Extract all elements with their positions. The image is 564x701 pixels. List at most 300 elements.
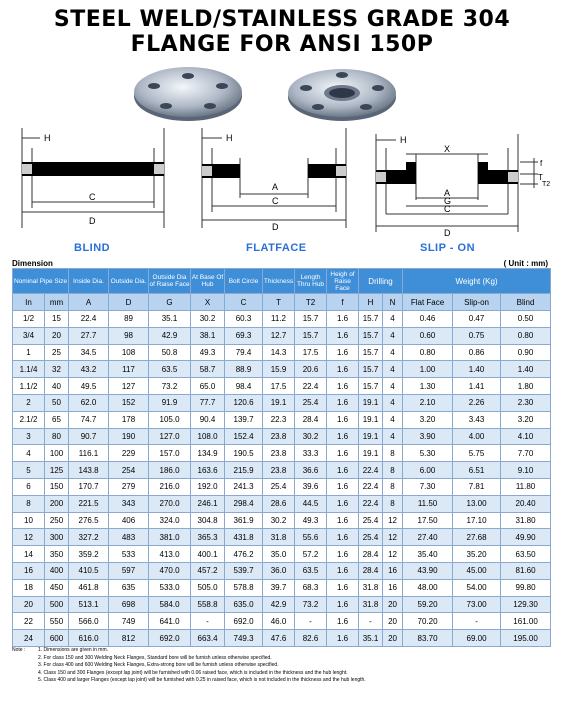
table-cell: 1.40 <box>453 361 501 378</box>
table-cell: 1.6 <box>327 327 359 344</box>
table-cell: 1.6 <box>327 596 359 613</box>
dim-c: C <box>272 196 279 206</box>
table-cell: 89 <box>109 311 149 328</box>
table-cell: 2.30 <box>501 394 551 411</box>
table-cell: 170.7 <box>69 478 109 495</box>
note-item <box>12 677 557 685</box>
table-cell: 10 <box>13 512 45 529</box>
table-cell: 19.1 <box>359 411 383 428</box>
table-cell: 20 <box>383 613 403 630</box>
table-cell: 98.4 <box>225 378 263 395</box>
table-cell: 8 <box>383 445 403 462</box>
table-row <box>13 428 551 445</box>
table-cell: 0.90 <box>501 344 551 361</box>
table-row <box>13 327 551 344</box>
table-cell: 505.0 <box>191 579 225 596</box>
notes <box>12 647 557 685</box>
table-cell: 1.6 <box>327 394 359 411</box>
header-thickness: Thickness <box>263 269 295 294</box>
table-cell: 4 <box>383 327 403 344</box>
table-cell: 457.2 <box>191 562 225 579</box>
table-row <box>13 478 551 495</box>
subheader-cell: C <box>225 294 263 311</box>
table-cell: 0.75 <box>453 327 501 344</box>
table-cell: 476.2 <box>225 546 263 563</box>
table-row <box>13 562 551 579</box>
note-text: 3. For class 400 and 600 Welding Neck Flanges, Extra-strong bore will be furnish unless otherwise specified. <box>38 662 279 669</box>
table-cell: 229 <box>109 445 149 462</box>
table-row <box>13 311 551 328</box>
table-cell: 49.3 <box>191 344 225 361</box>
dimension-table <box>12 268 551 647</box>
table-row <box>13 378 551 395</box>
table-cell: 0.80 <box>501 327 551 344</box>
table-cell: 0.86 <box>453 344 501 361</box>
table-cell: 3.43 <box>453 411 501 428</box>
table-cell: 14.3 <box>263 344 295 361</box>
table-cell: 27.40 <box>403 529 453 546</box>
table-cell: 22.4 <box>359 478 383 495</box>
slipon-label: SLIP - ON <box>420 242 476 254</box>
table-cell: 361.9 <box>225 512 263 529</box>
table-cell: 73.00 <box>453 596 501 613</box>
table-cell: 35.0 <box>263 546 295 563</box>
table-cell: 58.7 <box>191 361 225 378</box>
blind-flange-photo <box>132 64 244 122</box>
header-bolt-circle: Bolt Circle <box>225 269 263 294</box>
table-cell: 698 <box>109 596 149 613</box>
table-cell: 539.7 <box>225 562 263 579</box>
table-cell: 15.7 <box>295 327 327 344</box>
table-cell: 584.0 <box>149 596 191 613</box>
table-row <box>13 462 551 479</box>
table-cell: 15.9 <box>263 361 295 378</box>
note-text: 1. Dimensions are given in mm. <box>38 647 109 653</box>
table-caption: Dimension <box>12 259 53 268</box>
table-cell: 69.00 <box>453 630 501 647</box>
table-cell: 216.0 <box>149 478 191 495</box>
table-cell: 9.10 <box>501 462 551 479</box>
table-cell: 59.20 <box>403 596 453 613</box>
table-cell: 60.3 <box>225 311 263 328</box>
table-cell: 192.0 <box>191 478 225 495</box>
table-cell: 27.7 <box>69 327 109 344</box>
table-cell: 1.6 <box>327 630 359 647</box>
table-row <box>13 546 551 563</box>
table-cell: 73.2 <box>149 378 191 395</box>
slipon-flange-drawing <box>370 128 556 240</box>
dim-x: X <box>444 144 451 154</box>
table-cell: 413.0 <box>149 546 191 563</box>
table-cell: 34.5 <box>69 344 109 361</box>
table-cell: 39.7 <box>263 579 295 596</box>
table-cell: 23.8 <box>263 462 295 479</box>
table-cell: 42.9 <box>149 327 191 344</box>
dim-g: G <box>444 196 452 206</box>
dim-h: H <box>400 135 407 145</box>
note-text: 2. For class 150 and 300 Welding Neck Flanges, Standard bore will be furnish unless otherwise specified. <box>38 654 272 661</box>
table-cell: 38.1 <box>191 327 225 344</box>
table-cell: 15.7 <box>295 311 327 328</box>
dim-a: A <box>272 182 279 192</box>
table-cell: 17.5 <box>295 344 327 361</box>
table-cell: 4.10 <box>501 428 551 445</box>
table-cell: 45.00 <box>453 562 501 579</box>
table-cell: 4 <box>13 445 45 462</box>
table-cell: 4 <box>383 428 403 445</box>
table-cell: 1.6 <box>327 478 359 495</box>
unit-label: ( Unit : mm) <box>503 259 548 268</box>
note-item <box>12 647 557 655</box>
subheader-cell: D <box>109 294 149 311</box>
table-cell: 22.4 <box>359 462 383 479</box>
table-cell: 161.00 <box>501 613 551 630</box>
table-cell: 4 <box>383 378 403 395</box>
subheader-cell: mm <box>45 294 69 311</box>
table-cell: 22.3 <box>263 411 295 428</box>
table-cell: 12.7 <box>263 327 295 344</box>
table-cell: 1.30 <box>403 378 453 395</box>
table-row <box>13 579 551 596</box>
table-cell: 44.5 <box>295 495 327 512</box>
table-cell: 1.6 <box>327 378 359 395</box>
table-cell: 63.5 <box>149 361 191 378</box>
table-cell: 65 <box>45 411 69 428</box>
table-cell: 22.4 <box>295 378 327 395</box>
table-cell: 327.2 <box>69 529 109 546</box>
table-cell: 127.0 <box>149 428 191 445</box>
table-cell: 4 <box>383 394 403 411</box>
dim-t2: T2 <box>542 181 551 188</box>
table-cell: 19.1 <box>263 394 295 411</box>
note-item <box>12 662 557 670</box>
header-length-thru-hub: Length Thru Hub <box>295 269 327 294</box>
table-cell: 359.2 <box>69 546 109 563</box>
table-cell: 8 <box>13 495 45 512</box>
table-cell: 68.3 <box>295 579 327 596</box>
table-cell: 83.70 <box>403 630 453 647</box>
table-cell: 35.40 <box>403 546 453 563</box>
subheader-cell: Flat Face <box>403 294 453 311</box>
table-cell: 1.80 <box>501 378 551 395</box>
table-cell: 250 <box>45 512 69 529</box>
table-cell: 8 <box>383 495 403 512</box>
table-row <box>13 596 551 613</box>
note-item <box>12 670 557 678</box>
table-cell: 15.7 <box>359 361 383 378</box>
table-cell: 31.80 <box>501 512 551 529</box>
table-cell: 1 <box>13 344 45 361</box>
table-cell: 4 <box>383 411 403 428</box>
table-cell: 22.4 <box>359 495 383 512</box>
table-cell: 25.4 <box>263 478 295 495</box>
table-cell: 1.6 <box>327 512 359 529</box>
table-cell: 74.7 <box>69 411 109 428</box>
table-cell: 98 <box>109 327 149 344</box>
table-cell: 11.2 <box>263 311 295 328</box>
table-cell: 1.6 <box>327 462 359 479</box>
table-cell: 410.5 <box>69 562 109 579</box>
table-cell: 0.50 <box>501 311 551 328</box>
table-cell: 578.8 <box>225 579 263 596</box>
table-cell: 6 <box>13 478 45 495</box>
table-cell: 25 <box>45 344 69 361</box>
table-cell: 150 <box>45 478 69 495</box>
table-cell: 533 <box>109 546 149 563</box>
table-cell: 99.80 <box>501 579 551 596</box>
table-cell: 30.2 <box>263 512 295 529</box>
table-cell: 82.6 <box>295 630 327 647</box>
table-cell: 30.2 <box>295 428 327 445</box>
table-cell: 1.6 <box>327 344 359 361</box>
table-cell: 7.81 <box>453 478 501 495</box>
table-cell: 1.6 <box>327 361 359 378</box>
subheader-cell: Blind <box>501 294 551 311</box>
subheader-cell: Slip-on <box>453 294 501 311</box>
header-outside-dia: Outside Dia. <box>109 269 149 294</box>
table-cell: 2.26 <box>453 394 501 411</box>
table-cell: 163.6 <box>191 462 225 479</box>
table-cell: 17.5 <box>263 378 295 395</box>
flatface-label: FLATFACE <box>246 242 307 254</box>
table-cell: 35.1 <box>359 630 383 647</box>
table-cell: 80 <box>45 428 69 445</box>
table-cell: 16 <box>383 562 403 579</box>
table-cell: 63.5 <box>295 562 327 579</box>
table-cell: 15.7 <box>359 327 383 344</box>
header-outside-dia-raise-face: Outside Dia of Raise Face <box>149 269 191 294</box>
table-cell: 4 <box>383 361 403 378</box>
table-cell: 127 <box>109 378 149 395</box>
table-cell: 70.20 <box>403 613 453 630</box>
table-cell: 55.6 <box>295 529 327 546</box>
table-cell: 200 <box>45 495 69 512</box>
table-cell: 30.2 <box>191 311 225 328</box>
table-cell: 134.9 <box>191 445 225 462</box>
table-cell: 5.75 <box>453 445 501 462</box>
table-cell: 533.0 <box>149 579 191 596</box>
table-cell: 50 <box>45 394 69 411</box>
table-cell: 246.1 <box>191 495 225 512</box>
subheader-cell: G <box>149 294 191 311</box>
table-cell: 641.0 <box>149 613 191 630</box>
table-cell: 406 <box>109 512 149 529</box>
table-cell: 35.20 <box>453 546 501 563</box>
table-cell: 73.2 <box>295 596 327 613</box>
blind-label: BLIND <box>74 242 111 254</box>
table-cell: 7.30 <box>403 478 453 495</box>
table-row <box>13 445 551 462</box>
note-heading <box>12 655 38 663</box>
table-cell: 1.6 <box>327 495 359 512</box>
dim-c: C <box>444 204 451 214</box>
table-row <box>13 495 551 512</box>
table-cell: 5.30 <box>403 445 453 462</box>
dim-a: A <box>444 188 451 198</box>
table-cell: 81.60 <box>501 562 551 579</box>
table-row <box>13 630 551 647</box>
table-cell: 470.0 <box>149 562 191 579</box>
table-cell: 28.4 <box>359 546 383 563</box>
table-cell: 7.70 <box>501 445 551 462</box>
table-cell: 195.00 <box>501 630 551 647</box>
table-cell: 18 <box>13 579 45 596</box>
table-cell: 108 <box>109 344 149 361</box>
table-cell: 6.00 <box>403 462 453 479</box>
table-cell: 15.7 <box>359 344 383 361</box>
table-cell: 276.5 <box>69 512 109 529</box>
subheader-cell: T2 <box>295 294 327 311</box>
subheader-cell: In <box>13 294 45 311</box>
table-cell: 15.7 <box>359 378 383 395</box>
table-cell: 152 <box>109 394 149 411</box>
table-cell: 152.4 <box>225 428 263 445</box>
table-cell: 49.3 <box>295 512 327 529</box>
table-cell: 48.00 <box>403 579 453 596</box>
table-cell: 241.3 <box>225 478 263 495</box>
table-cell: 20 <box>383 596 403 613</box>
table-cell: 15.7 <box>359 311 383 328</box>
flatface-flange-drawing <box>196 128 366 238</box>
table-cell: 24 <box>13 630 45 647</box>
table-cell: 22.4 <box>69 311 109 328</box>
table-cell: 17.10 <box>453 512 501 529</box>
table-cell: 1/2 <box>13 311 45 328</box>
table-cell: 12 <box>383 512 403 529</box>
table-cell: 190 <box>109 428 149 445</box>
table-cell: - <box>359 613 383 630</box>
table-cell: 36.0 <box>263 562 295 579</box>
table-cell: 1.00 <box>403 361 453 378</box>
table-cell: 39.6 <box>295 478 327 495</box>
table-cell: 139.7 <box>225 411 263 428</box>
subheader-cell: f <box>327 294 359 311</box>
dim-t: T <box>538 173 543 182</box>
table-row <box>13 411 551 428</box>
table-cell: 12 <box>383 546 403 563</box>
table-cell: 19.1 <box>359 428 383 445</box>
table-cell: 33.3 <box>295 445 327 462</box>
table-row <box>13 512 551 529</box>
table-cell: 16 <box>13 562 45 579</box>
table-cell: 3.90 <box>403 428 453 445</box>
table-cell: 597 <box>109 562 149 579</box>
table-cell: 1.6 <box>327 562 359 579</box>
dim-c: C <box>89 192 96 202</box>
table-cell: 65.0 <box>191 378 225 395</box>
table-cell: 77.7 <box>191 394 225 411</box>
table-cell: 0.47 <box>453 311 501 328</box>
table-cell: 20.6 <box>295 361 327 378</box>
table-cell: 6.51 <box>453 462 501 479</box>
table-row <box>13 613 551 630</box>
table-cell: 3 <box>13 428 45 445</box>
dim-h: H <box>226 133 233 143</box>
table-cell: 1.41 <box>453 378 501 395</box>
table-cell: 47.6 <box>263 630 295 647</box>
table-cell: 2.10 <box>403 394 453 411</box>
table-cell: 1.6 <box>327 311 359 328</box>
table-cell: 566.0 <box>69 613 109 630</box>
table-cell: 190.5 <box>225 445 263 462</box>
table-cell: 4 <box>383 311 403 328</box>
table-cell: 400 <box>45 562 69 579</box>
dim-f: f <box>540 159 543 168</box>
table-cell: 43.90 <box>403 562 453 579</box>
table-cell: 550 <box>45 613 69 630</box>
note-heading: Note : <box>12 647 26 653</box>
subheader-cell: H <box>359 294 383 311</box>
table-cell: - <box>191 613 225 630</box>
table-cell: 62.0 <box>69 394 109 411</box>
table-cell: 178 <box>109 411 149 428</box>
header-height-raise-face: Heigh of Raise Face <box>327 269 359 294</box>
table-cell: 2.1/2 <box>13 411 45 428</box>
table-cell: 13.00 <box>453 495 501 512</box>
table-cell: 400.1 <box>191 546 225 563</box>
table-cell: 450 <box>45 579 69 596</box>
table-cell: 298.4 <box>225 495 263 512</box>
table-cell: 0.46 <box>403 311 453 328</box>
note-text: 5. Class 400 and larger Flanges (except lap joint) will be furnished with 0.25 in raised face, which is not included in the thickness and the hub length. <box>38 677 366 684</box>
table-cell: 2 <box>13 394 45 411</box>
blind-flange-drawing <box>14 128 184 238</box>
table-cell: 11.50 <box>403 495 453 512</box>
table-cell: 11.80 <box>501 478 551 495</box>
table-cell: 50.8 <box>149 344 191 361</box>
table-cell: 23.8 <box>263 428 295 445</box>
table-cell: 79.4 <box>225 344 263 361</box>
table-cell: 513.1 <box>69 596 109 613</box>
note-heading <box>12 670 38 678</box>
table-cell: 91.9 <box>149 394 191 411</box>
table-cell: 1.6 <box>327 546 359 563</box>
table-cell: 100 <box>45 445 69 462</box>
note-heading <box>12 662 38 670</box>
table-cell: 215.9 <box>225 462 263 479</box>
header-weight: Weight (Kg) <box>403 269 551 294</box>
table-cell: 3/4 <box>13 327 45 344</box>
table-cell: 90.7 <box>69 428 109 445</box>
table-cell: 19.1 <box>359 445 383 462</box>
table-cell: 812 <box>109 630 149 647</box>
table-cell: 12 <box>383 529 403 546</box>
table-cell: 120.6 <box>225 394 263 411</box>
table-cell: 49.5 <box>69 378 109 395</box>
table-cell: 117 <box>109 361 149 378</box>
page-subtitle: FLANGE FOR ANSI 150P <box>130 32 434 57</box>
table-cell: 20 <box>13 596 45 613</box>
table-cell: 54.00 <box>453 579 501 596</box>
table-cell: 3.20 <box>403 411 453 428</box>
table-cell: 1.6 <box>327 428 359 445</box>
subheader-cell: A <box>69 294 109 311</box>
table-row <box>13 529 551 546</box>
table-cell: 343 <box>109 495 149 512</box>
table-cell: 36.6 <box>295 462 327 479</box>
dim-d: D <box>89 216 96 226</box>
table-cell: 749.3 <box>225 630 263 647</box>
table-cell: 14 <box>13 546 45 563</box>
table-cell: 27.68 <box>453 529 501 546</box>
table-cell: 692.0 <box>149 630 191 647</box>
table-cell: 749 <box>109 613 149 630</box>
table-cell: 116.1 <box>69 445 109 462</box>
table-cell: 17.50 <box>403 512 453 529</box>
table-cell: 186.0 <box>149 462 191 479</box>
dim-d: D <box>272 222 279 232</box>
dim-d: D <box>444 228 451 238</box>
